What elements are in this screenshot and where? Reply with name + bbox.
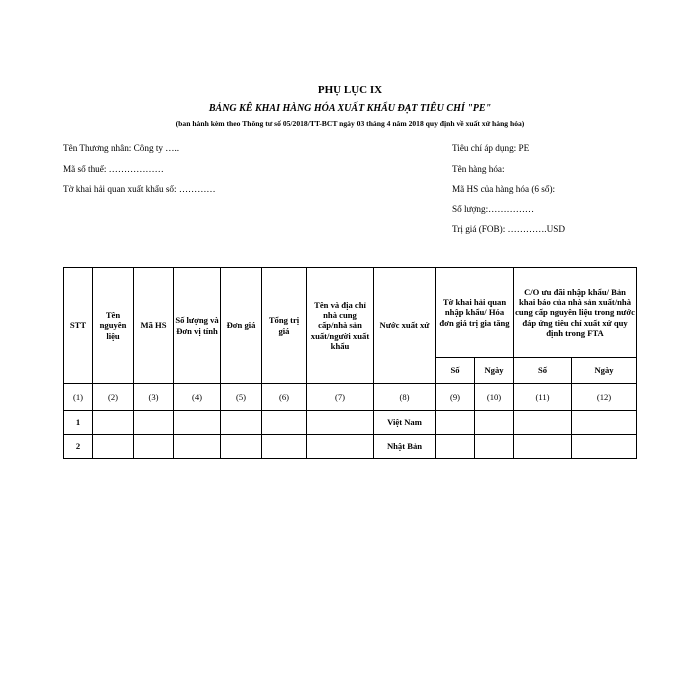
column-number: (5): [221, 384, 262, 411]
table-cell: [307, 435, 374, 459]
table-cell: [93, 435, 134, 459]
table-cell: [436, 435, 475, 459]
table-cell: [572, 435, 637, 459]
table-row: [64, 435, 637, 459]
table-cell: [475, 435, 514, 459]
row-country: Nhật Bản: [374, 435, 436, 459]
header-import-declaration: Tờ khai hải quan nhập khẩu/ Hóa đơn giá trị gia tăng: [436, 268, 514, 358]
column-number: (2): [93, 384, 134, 411]
criteria-field: Tiêu chí áp dụng: PE: [452, 143, 530, 153]
header-sub-number: Số: [436, 358, 475, 384]
quantity-field: Số lượng:……………: [452, 204, 535, 214]
table-cell: [307, 411, 374, 435]
column-number: (3): [134, 384, 174, 411]
table-cell: [221, 411, 262, 435]
header-qty-unit: Số lượng và Đơn vị tính: [174, 268, 221, 384]
header-stt: STT: [64, 268, 93, 384]
declaration-table: [63, 267, 637, 459]
table-cell: [174, 435, 221, 459]
column-number: (9): [436, 384, 475, 411]
header-sub-number: Số: [514, 358, 572, 384]
column-number: (4): [174, 384, 221, 411]
header-supplier: Tên và địa chỉ nhà cung cấp/nhà sản xuất/người xuất khẩu: [307, 268, 374, 384]
row-country: Việt Nam: [374, 411, 436, 435]
column-number: (10): [475, 384, 514, 411]
column-number: (8): [374, 384, 436, 411]
column-number: (6): [262, 384, 307, 411]
header-hs: Mã HS: [134, 268, 174, 384]
header-sub-date: Ngày: [572, 358, 637, 384]
table-cell: [174, 411, 221, 435]
column-number: (12): [572, 384, 637, 411]
row-stt: 1: [64, 411, 93, 435]
header-sub-date: Ngày: [475, 358, 514, 384]
tax-code-field: Mã số thuế: ………………: [63, 164, 164, 174]
header-total-value: Tổng trị giá: [262, 268, 307, 384]
header-export-country: Nước xuất xứ: [374, 268, 436, 384]
table-cell: [514, 435, 572, 459]
table-cell: [221, 435, 262, 459]
hs-code-field: Mã HS của hàng hóa (6 số):: [452, 184, 556, 194]
column-number-row: [64, 384, 637, 411]
header-material-name: Tên nguyên liệu: [93, 268, 134, 384]
table-cell: [134, 435, 174, 459]
fob-value-field: Trị giá (FOB): ………….USD: [452, 224, 565, 234]
table-cell: [572, 411, 637, 435]
table-cell: [514, 411, 572, 435]
table-row: [64, 411, 637, 435]
form-title: BẢNG KÊ KHAI HÀNG HÓA XUẤT KHẨU ĐẠT TIÊU CHÍ "PE": [208, 103, 492, 114]
table-cell: [262, 411, 307, 435]
row-stt: 2: [64, 435, 93, 459]
table-cell: [93, 411, 134, 435]
customs-declaration-field: Tờ khai hải quan xuất khẩu số: …………: [63, 184, 216, 194]
table-cell: [134, 411, 174, 435]
merchant-name-field: Tên Thương nhân: Công ty …..: [63, 143, 180, 153]
header-co-group: C/O ưu đãi nhập khẩu/ Bản khai báo của nhà sản xuất/nhà cung cấp nguyên liệu trong nước đáp ứng tiêu chí xuất xứ quy định trong FTA: [514, 268, 637, 358]
column-number: (11): [514, 384, 572, 411]
appendix-title: PHỤ LỤC IX: [317, 84, 383, 96]
form-subtitle: (ban hành kèm theo Thông tư số 05/2018/TT-BCT ngày 03 tháng 4 năm 2018 quy định về xuất xứ hàng hóa): [175, 119, 525, 128]
header-unit-price: Đơn giá: [221, 268, 262, 384]
table-cell: [262, 435, 307, 459]
table-cell: [475, 411, 514, 435]
table-cell: [436, 411, 475, 435]
column-number: (1): [64, 384, 93, 411]
column-number: (7): [307, 384, 374, 411]
goods-name-field: Tên hàng hóa:: [452, 164, 505, 174]
